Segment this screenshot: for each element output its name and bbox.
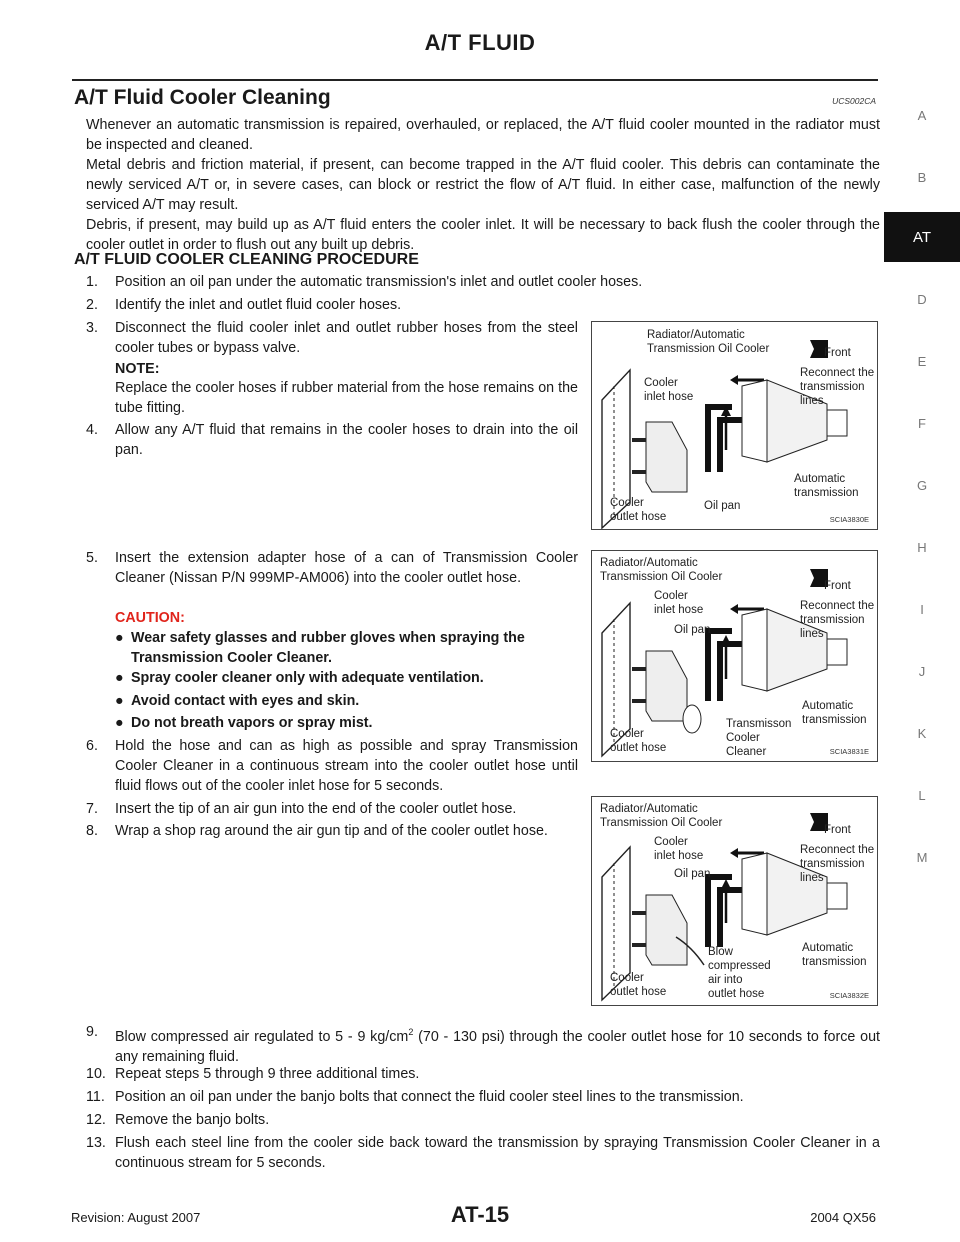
- procedure-step: [86, 821, 578, 841]
- diagram-figure: [591, 796, 878, 1006]
- bullet-dot: ●: [115, 715, 124, 731]
- section-title: A/T Fluid Cooler Cleaning: [74, 86, 331, 109]
- figure-id: SCIA3831E: [829, 747, 869, 756]
- tab-j[interactable]: J: [918, 664, 926, 679]
- tab-f[interactable]: F: [918, 416, 926, 431]
- procedure-step: [86, 295, 880, 315]
- section-code: UCS002CA: [832, 96, 876, 106]
- label-text: Radiator/Automatic Transmission Oil Cooler: [647, 329, 770, 355]
- step-number: 11.: [86, 1089, 105, 1105]
- label-outlet-hose: Cooler outlet hose: [610, 972, 667, 998]
- intro-paragraph: Whenever an automatic transmission is repaired, overhauled, or replaced, the A/T fluid cooler mounted in the radiator must be inspected and cleaned.: [86, 117, 880, 153]
- step-text: Hold the hose and can as high as possible and spray Transmission Cooler Cleaner in a continuous stream into the cooler outlet hose until fluid flows out of the cooler inlet hose for 5 seconds.: [115, 738, 578, 794]
- tab-k[interactable]: K: [917, 726, 927, 741]
- step-number: 8.: [86, 823, 98, 839]
- label-outlet-hose: Cooler outlet hose: [610, 497, 667, 523]
- figure-id: SCIA3830E: [829, 515, 869, 524]
- label-front: Front: [824, 824, 851, 836]
- procedure-step: [86, 799, 578, 819]
- tab-g[interactable]: G: [916, 478, 928, 493]
- label-reconnect: Reconnect the transmission lines: [800, 844, 875, 884]
- procedure-step: [86, 420, 578, 460]
- step-text: Wrap a shop rag around the air gun tip and of the cooler outlet hose.: [115, 823, 548, 839]
- label-radiator: Radiator/Automatic Transmission Oil Cooler: [600, 803, 723, 829]
- procedure-step: [86, 272, 880, 292]
- diagram-figure: [591, 550, 878, 762]
- caution-item: [115, 713, 578, 733]
- label-reconnect: Reconnect the transmission lines: [800, 600, 875, 640]
- procedure-step: [86, 1133, 880, 1173]
- procedure-title: A/T FLUID COOLER CLEANING PROCEDURE: [74, 251, 419, 268]
- procedure-step: [86, 1064, 880, 1084]
- caution-text: Avoid contact with eyes and skin.: [131, 693, 360, 709]
- bullet-dot: ●: [115, 630, 124, 646]
- caution-text: Do not breath vapors or spray mist.: [131, 715, 373, 731]
- label-auto-transmission: Automatic transmission: [794, 473, 859, 499]
- step-text: Position an oil pan under the automatic transmission's inlet and outlet cooler hoses.: [115, 274, 643, 290]
- tab-m[interactable]: M: [916, 850, 928, 865]
- step-number: 6.: [86, 738, 98, 754]
- step-text: Identify the inlet and outlet fluid cooler hoses.: [115, 297, 402, 313]
- procedure-step: [86, 1022, 880, 1067]
- tab-b[interactable]: B: [917, 170, 927, 185]
- tab-i[interactable]: I: [920, 602, 924, 617]
- bullet-dot: ●: [115, 670, 124, 686]
- step-text-part: (70 - 130 psi) through the cooler outlet hose for 10 seconds to force out any remaining fluid.: [115, 1028, 880, 1065]
- step-number: 12.: [86, 1112, 106, 1128]
- label-auto-transmission: Automatic transmission: [802, 700, 867, 726]
- label-auto-transmission: Automatic transmission: [802, 942, 867, 968]
- step-number: 5.: [86, 550, 98, 566]
- label-inlet-hose: Cooler inlet hose: [644, 377, 694, 403]
- step-number: 9.: [86, 1024, 98, 1040]
- label-inlet-hose: Cooler inlet hose: [654, 836, 704, 862]
- caution-item: [115, 668, 578, 688]
- tab-a[interactable]: A: [917, 108, 927, 123]
- procedure-step: [86, 736, 578, 796]
- note-label: NOTE:: [115, 361, 160, 377]
- procedure-step: [86, 548, 578, 588]
- step-text: [115, 1022, 880, 1067]
- label-blow-air: Blow compressed air into outlet hose: [708, 946, 771, 1000]
- step-text: Flush each steel line from the cooler side back toward the transmission by spraying Transmission Cooler Cleaner in a continuous stream for 5 seconds.: [115, 1135, 880, 1171]
- page-header-title: A/T FLUID: [424, 30, 536, 55]
- label-front: Front: [824, 347, 851, 359]
- step-text: Remove the banjo bolts.: [115, 1112, 270, 1128]
- step-text-part: Blow compressed air regulated to 5 - 9 kg/cm: [115, 1028, 409, 1045]
- intro-paragraph: Debris, if present, may build up as A/T fluid enters the cooler inlet. It will be necessary to back flush the cooler through the cooler outlet in order to flush out any built up debris.: [86, 217, 880, 253]
- procedure-step: [86, 1087, 880, 1107]
- tab-d[interactable]: D: [917, 292, 927, 307]
- label-inlet-hose: Cooler inlet hose: [654, 590, 704, 616]
- step-text: Insert the extension adapter hose of a can of Transmission Cooler Cleaner (Nissan P/N 999MP-AM006) into the cooler outlet hose.: [115, 550, 578, 586]
- step-number: 10.: [86, 1066, 106, 1082]
- step-number: 13.: [86, 1135, 106, 1151]
- label-front: Front: [824, 580, 851, 592]
- diagram-figure: [591, 321, 878, 530]
- tab-l[interactable]: L: [918, 788, 926, 803]
- superscript: 2: [408, 1027, 414, 1037]
- step-text: Disconnect the fluid cooler inlet and outlet rubber hoses from the steel cooler tubes or bypass valve.: [115, 320, 578, 356]
- bullet-dot: ●: [115, 693, 124, 709]
- tab-h[interactable]: H: [917, 540, 927, 555]
- step-text: Repeat steps 5 through 9 three additional times.: [115, 1066, 420, 1082]
- step-text: Position an oil pan under the banjo bolts that connect the fluid cooler steel lines to the transmission.: [115, 1089, 744, 1105]
- step-text: Allow any A/T fluid that remains in the cooler hoses to drain into the oil pan.: [115, 422, 578, 458]
- tab-at-active[interactable]: AT: [884, 212, 960, 262]
- step-number: 3.: [86, 320, 98, 336]
- step-number: 2.: [86, 297, 98, 313]
- caution-label: CAUTION:: [115, 610, 185, 626]
- procedure-step: [86, 318, 578, 358]
- footer-revision: Revision: August 2007: [71, 1210, 201, 1225]
- label-reconnect: Reconnect the transmission lines: [800, 367, 875, 407]
- intro-paragraph: Metal debris and friction material, if present, can become trapped in the A/T fluid cooler. This debris can contaminate the newly serviced A/T or, in severe cases, can block or restrict the flow of A/T fluid. In either case, malfunction of the newly serviced A/T may result.: [86, 157, 880, 213]
- caution-text: Wear safety glasses and rubber gloves when spraying the Transmission Cooler Cleaner.: [131, 630, 525, 666]
- footer-model: 2004 QX56: [810, 1210, 876, 1225]
- label-oil-pan: Oil pan: [674, 868, 711, 880]
- label-cooler-cleaner: Transmisson Cooler Cleaner: [726, 718, 792, 758]
- step-number: 7.: [86, 801, 98, 817]
- procedure-step: [86, 1110, 880, 1130]
- note-text: Replace the cooler hoses if rubber material from the hose remains on the tube fitting.: [115, 380, 578, 416]
- step-text: Insert the tip of an air gun into the end of the cooler outlet hose.: [115, 801, 517, 817]
- label-radiator: Radiator/Automatic Transmission Oil Cooler: [600, 557, 723, 583]
- step-number: 1.: [86, 274, 98, 290]
- step-number: 4.: [86, 422, 98, 438]
- footer-page-number: AT-15: [450, 1202, 510, 1227]
- label-radiator: [647, 328, 769, 356]
- tab-e[interactable]: E: [917, 354, 927, 369]
- caution-text: Spray cooler cleaner only with adequate ventilation.: [131, 670, 484, 686]
- caution-item: [115, 628, 578, 668]
- label-oil-pan: Oil pan: [674, 624, 711, 636]
- label-oil-pan: Oil pan: [704, 500, 741, 512]
- label-outlet-hose: Cooler outlet hose: [610, 728, 667, 754]
- caution-item: [115, 691, 578, 711]
- header-divider: [72, 79, 878, 81]
- figure-id: SCIA3832E: [829, 991, 869, 1000]
